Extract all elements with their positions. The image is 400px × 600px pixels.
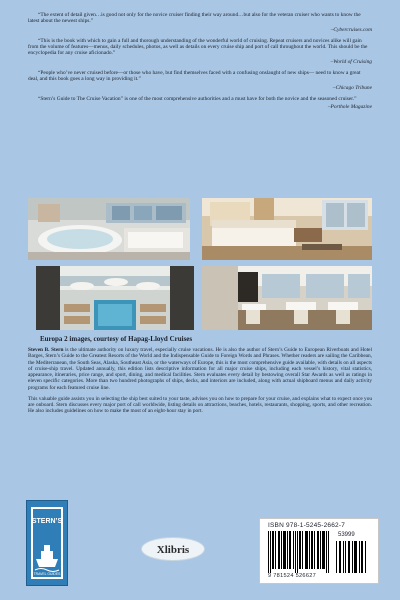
- author-name: Steven B. Stern: [28, 347, 64, 353]
- quote-cybercruises: [28, 12, 372, 33]
- quote-source: –World of Cruising: [330, 58, 372, 65]
- bio-paragraph-1: [28, 347, 372, 391]
- photo-dining-room: [202, 266, 372, 330]
- barcode-number: 9 781524 526627: [268, 573, 317, 579]
- quote-source: –Cybercruises.com: [330, 26, 372, 33]
- quote-world-of-cruising: [28, 38, 372, 65]
- cover-footer: [0, 500, 400, 600]
- price-code: 53999: [338, 532, 355, 538]
- photo-bedroom-suite: [202, 198, 372, 260]
- quote-text: “This is the book with which to gain a full and thorough understanding of the wonderful world of cruising. Repeat cruisers and novices alike will gain from the volume of features—menus, daily schedules, photos, as well as details on every cruise ship and port of call throughout the world. This should be the encyclopedia for any cruise aficionado.”: [28, 37, 368, 57]
- quote-source: –Porthole Magazine: [327, 104, 372, 111]
- quote-source: –Chicago Tribune: [332, 84, 372, 91]
- svg-text:TRAVEL GUIDES: TRAVEL GUIDES: [33, 572, 61, 576]
- svg-text:STERN’S: STERN’S: [31, 518, 63, 525]
- quote-text: “People who’ve never cruised before—or those who have, but find themselves faced with a confusing onslaught of new ships— need to know a great deal, and this book goes a long way in providing it.”: [28, 70, 361, 83]
- quote-chicago-tribune: [28, 70, 372, 91]
- isbn-text: ISBN 978-1-5245-2662-7: [268, 522, 346, 529]
- bio-text: is the ultimate authority on luxury travel, especially cruise vacations. He is also the author of Stern’s Guide to European Riverboats and Hotel Barges, Stern’s Guide to the Greatest Resorts of the World and the Indispensable Guide to Foreign Words and Phrases. Whether readers are sailing the Caribbean, the Mediterranean, the South Seas, Alaska, Southeast Asia, or the waterways of Europe, this is the most comprehensive guide available, with details on all aspects of cruise-ship travel. Updated annually, this edition lists descriptive information for all major cruise ships, including each vessel’s history, vital statistics, appearance, itineraries, price range, and sport, dining, and medical facilities. Stern evaluates every detail by bestowing overall Star Awards as well as ratings in eleven specific categories. More than two hundred photographs of ships, decks, and interiors are included, along with actual shipboard menus and daily activity programs for each featured cruise line.: [28, 347, 372, 391]
- book-description: [28, 347, 372, 420]
- quote-text: “Stern’s Guide to The Cruise Vacation” is one of the most comprehensive authorities and a must have for both the novice and the seasoned cruiser.”: [38, 95, 357, 102]
- review-quotes: [28, 12, 372, 116]
- photo-spa-bathtub: [28, 198, 190, 260]
- addon-barcode-bars: [336, 541, 368, 573]
- photo-caption: Europa 2 images, courtesy of Hapag-Lloyd Cruises: [40, 335, 193, 343]
- photo-pool-deck: [36, 266, 194, 330]
- quote-text: “The extent of detail given…is good not only for the novice cruiser finding their way around…but also for the veteran cruiser who wants to know the latest about the newest ships.”: [28, 12, 361, 25]
- svg-text:Xlibris: Xlibris: [156, 544, 190, 556]
- barcode-bars: [268, 531, 330, 573]
- xlibris-logo: [141, 537, 205, 561]
- sterns-travel-guides-logo: [26, 500, 68, 586]
- isbn-barcode: [259, 518, 379, 584]
- quote-porthole-magazine: [28, 96, 372, 111]
- bio-paragraph-2: This valuable guide assists you in selecting the ship best suited to your taste, advises you on how to prepare for your cruise, and explains what to expect once you are onboard. Stern discusses every major port of call worldwide, listing details on attractions, beaches, hotels, restaurants, shopping, sports, and other recreation. He also includes guidelines on how to make the most of an eight-hour stay in port.: [28, 395, 372, 415]
- photo-grid: [28, 198, 372, 330]
